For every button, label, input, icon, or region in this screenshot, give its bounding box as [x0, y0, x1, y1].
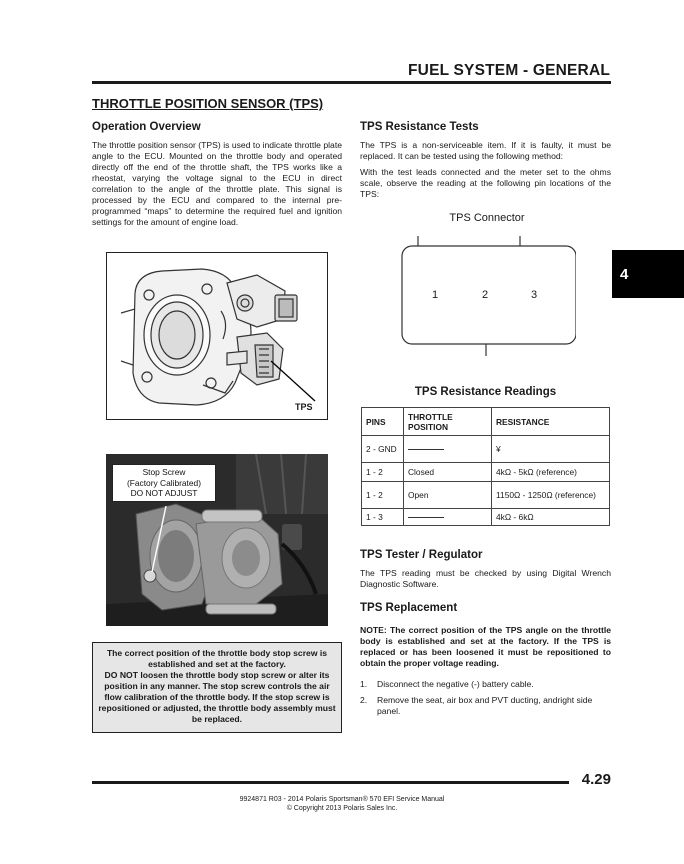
tester-text: The TPS reading must be checked by using Digital Wrench Diagnostic Software.	[360, 568, 611, 589]
tps-label: TPS	[295, 402, 313, 412]
table-cell-resistance: 4kΩ - 6kΩ	[492, 509, 610, 526]
table-cell-resistance: 1150Ω - 1250Ω (reference)	[492, 482, 610, 509]
resistance-tests-para2: With the test leads connected and the meter set to the ohms scale, observe the reading at the following pin locations of the TPS:	[360, 167, 611, 199]
table-cell-position: Open	[404, 482, 492, 509]
operation-overview	[92, 121, 342, 228]
table-cell-pins: 1 - 2	[362, 482, 404, 509]
step-text: Remove the seat, air box and PVT ducting, andright side panel.	[377, 695, 593, 716]
replacement-heading: TPS Replacement	[360, 602, 458, 614]
operation-text: The throttle position sensor (TPS) is used to indicate throttle plate angle to the ECU. Mounted on the throttle body and operated directly off the end of the throttle shaft, the TPS works like a rheostat, varying the voltage signal to the ECU in direct correlation to the angle of the throttle plate. This signal is processed by the ECU and compared to the internal pre-programmed “maps” to determine the required fuel and ignition settings for the amount of engine load.	[92, 140, 342, 227]
resistance-tests	[360, 121, 611, 200]
footer-rule	[92, 781, 569, 784]
tps-connector-diagram	[398, 212, 576, 360]
step-number: 2.	[360, 695, 368, 705]
stop-screw-label-line: (Factory Calibrated)	[126, 477, 201, 488]
table-cell-pins: 1 - 3	[362, 509, 404, 526]
list-item	[360, 679, 611, 690]
page-number: 4.29	[581, 771, 611, 788]
operation-heading: Operation Overview	[92, 121, 201, 133]
section-title: THROTTLE POSITION SENSOR (TPS)	[92, 96, 324, 111]
table-row	[362, 463, 610, 482]
stop-screw-warning	[92, 642, 342, 733]
connector-pin-1: 1	[432, 289, 439, 301]
step-text: Disconnect the negative (-) battery cable.	[377, 679, 534, 689]
list-item	[360, 695, 611, 717]
table-row	[362, 509, 610, 526]
tps-figure	[106, 252, 328, 420]
table-cell-position	[404, 436, 492, 463]
stop-screw-label-line: Stop Screw	[142, 467, 186, 477]
dash-mark	[408, 449, 444, 450]
warning-line: DO NOT loosen the throttle body stop screw or alter its position in any manner. The stop screw controls the air flow calibration of the throttle body. If the stop screw is repositioned or adjusted, the throttle body assembly must be replaced.	[98, 670, 336, 724]
header-rule	[92, 81, 611, 84]
footer-copyright: © Copyright 2013 Polaris Sales Inc.	[286, 805, 398, 812]
resistance-readings-table	[361, 407, 610, 526]
table-cell-pins: 1 - 2	[362, 463, 404, 482]
resistance-tests-heading: TPS Resistance Tests	[360, 121, 479, 133]
tps-leader-line	[271, 361, 315, 401]
table-header-resistance: RESISTANCE	[492, 408, 610, 436]
table-row	[362, 436, 610, 463]
stop-screw-figure	[106, 454, 328, 626]
connector-title: TPS Connector	[449, 212, 525, 224]
table-cell-pins: 2 - GND	[362, 436, 404, 463]
table-header-row	[362, 408, 610, 436]
stop-screw-label	[112, 464, 216, 502]
tester-heading: TPS Tester / Regulator	[360, 549, 483, 561]
tps-replacement-section	[360, 602, 611, 722]
table-cell-resistance: 4kΩ - 5kΩ (reference)	[492, 463, 610, 482]
connector-outline	[398, 212, 576, 360]
connector-pin-2: 2	[482, 289, 489, 301]
step-number: 1.	[360, 679, 368, 689]
readings-title: TPS Resistance Readings	[414, 386, 557, 398]
dash-mark	[408, 517, 444, 518]
footer-text	[0, 795, 684, 813]
table-header-position: THROTTLE POSITION	[404, 408, 492, 436]
replacement-note: NOTE: The correct position of the TPS angle on the throttle body is established and set at the factory. If the TPS is replaced or has been loosened it must be repositioned to obtain the proper voltage reading.	[360, 625, 611, 668]
table-cell-position	[404, 509, 492, 526]
tps-tester-section	[360, 549, 611, 590]
replacement-steps	[360, 679, 611, 717]
footer-manual-title: 9924871 R03 - 2014 Polaris Sportsman® 570 EFI Service Manual	[239, 796, 445, 803]
resistance-tests-para1: The TPS is a non-serviceable item. If it is faulty, it must be replaced. It can be tested using the following method:	[360, 140, 611, 161]
chapter-tab: 4	[612, 250, 684, 298]
connector-pin-3: 3	[531, 289, 538, 301]
table-cell-position: Closed	[404, 463, 492, 482]
stop-screw-label-line: DO NOT ADJUST	[130, 488, 198, 498]
table-header-pins: PINS	[362, 408, 404, 436]
table-cell-resistance: ¥	[492, 436, 610, 463]
warning-line: The correct position of the throttle body stop screw is established and set at the factory.	[106, 648, 328, 669]
table-row	[362, 482, 610, 509]
throttle-body-illustration	[107, 253, 328, 420]
chapter-title: FUEL SYSTEM - GENERAL	[408, 62, 610, 79]
